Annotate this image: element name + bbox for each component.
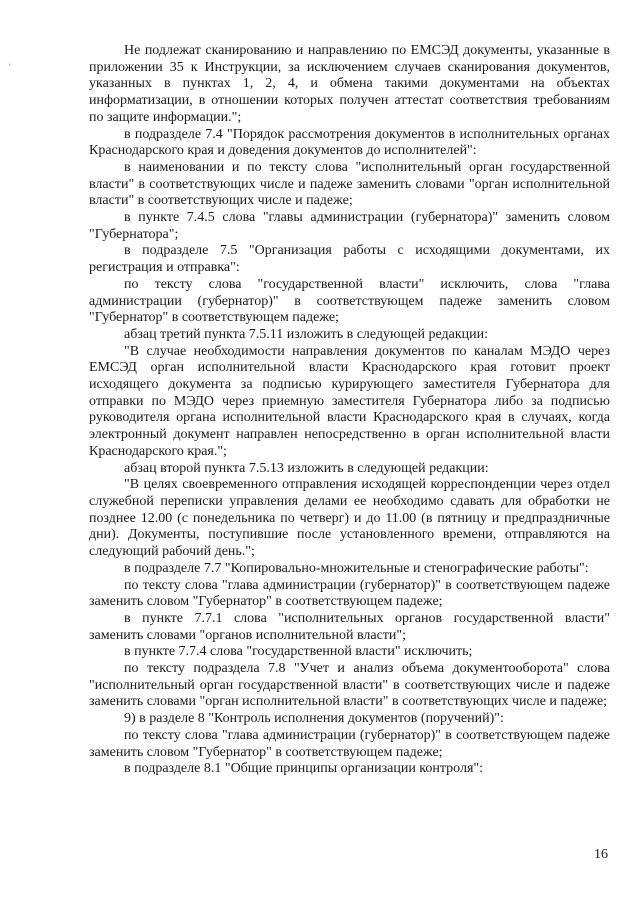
paragraph: по тексту слова "государственной власти" исключить, слова "глава администрации (губернатор)" в соответствующем падеже заменить словом "Губернатор" в соответствующем падеже; (89, 276, 610, 326)
paragraph: Не подлежат сканированию и направлению по ЕМСЭД документы, указанные в приложении 35 к Инструкции, за исключением случаев сканирования документов, указанных в пунктах 1, 2, 4, и обмена такими документами на объектах информатизации, в отношении которых получен аттестат соответствия требованиям по защите информации."; (89, 43, 610, 125)
paragraph: в подразделе 7.7 "Копировально-множительные и стенографические работы": (124, 560, 589, 576)
paragraph: в пункте 7.7.1 слова "исполнительных органов государственной власти" заменить словами "органов исполнительной власти"; (89, 610, 610, 643)
paragraph: по тексту слова "глава администрации (губернатор)" в соответствующем падеже заменить словом "Губернатор" в соответствующем падеже; (89, 577, 610, 610)
paragraph: в пункте 7.7.4 слова "государственной власти" исключить; (124, 644, 473, 660)
corner-mark: ’ (8, 62, 11, 72)
paragraph: по тексту слова "глава администрации (губернатор)" в соответствующем падеже заменить словом "Губернатор" в соответствующем падеже; (89, 727, 610, 760)
paragraph: абзац третий пункта 7.5.11 изложить в следующей редакции: (124, 326, 489, 342)
paragraph: в подразделе 7.4 "Порядок рассмотрения документов в исполнительных органах Краснодарского края и доведения документов до исполнителей": (89, 126, 610, 159)
paragraph: 9) в разделе 8 "Контроль исполнения документов (поручений)": (124, 711, 504, 727)
paragraph: "В случае необходимости направления документов по каналам МЭДО через ЕМСЭД орган исполнительной власти Краснодарского края готовит проект исходящего документа за подписью курирующего заместителя Губернатора для отправки по МЭДО через приемную заместителя Губернатора либо за подписью руководителя органа исполнительной власти Краснодарского края в случаях, когда электронный документ направлен непосредственно в орган исполнительной власти Краснодарского края."; (89, 343, 610, 459)
paragraph: в пункте 7.4.5 слова "главы администрации (губернатора)" заменить словом "Губернатора"; (89, 210, 610, 242)
paragraph: по тексту подраздела 7.8 "Учет и анализ объема документооборота" слова "исполнительный орган государственной власти" в соответствующих числе и падеже заменить словами "орган исполнительной власти" в соответствующих числе и падеже; (89, 661, 610, 710)
paragraph: в наименовании и по тексту слова "исполнительный орган государственной власти" в соответствующих числе и падеже заменить словами "орган исполнительной власти" в соответствующих числе и падеже; (89, 159, 610, 209)
document-body (89, 43, 610, 778)
paragraph: абзац второй пункта 7.5.13 изложить в следующей редакции: (124, 460, 489, 476)
paragraph: в подразделе 7.5 "Организация работы с исходящими документами, их регистрация и отправка": (89, 243, 610, 276)
paragraph: "В целях своевременного отправления исходящей корреспонденции через отдел служебной переписки управления делами ее необходимо сдавать для обработки не позднее 12.00 (с понедельника по четверг) и до 11.00 (в пятницу и предпраздничные дни). Документы, поступившие после установленного времени, отправляются на следующий рабочий день."; (89, 477, 610, 560)
page-number: 16 (594, 847, 608, 862)
paragraph: в подразделе 8.1 "Общие принципы организации контроля": (124, 761, 484, 777)
